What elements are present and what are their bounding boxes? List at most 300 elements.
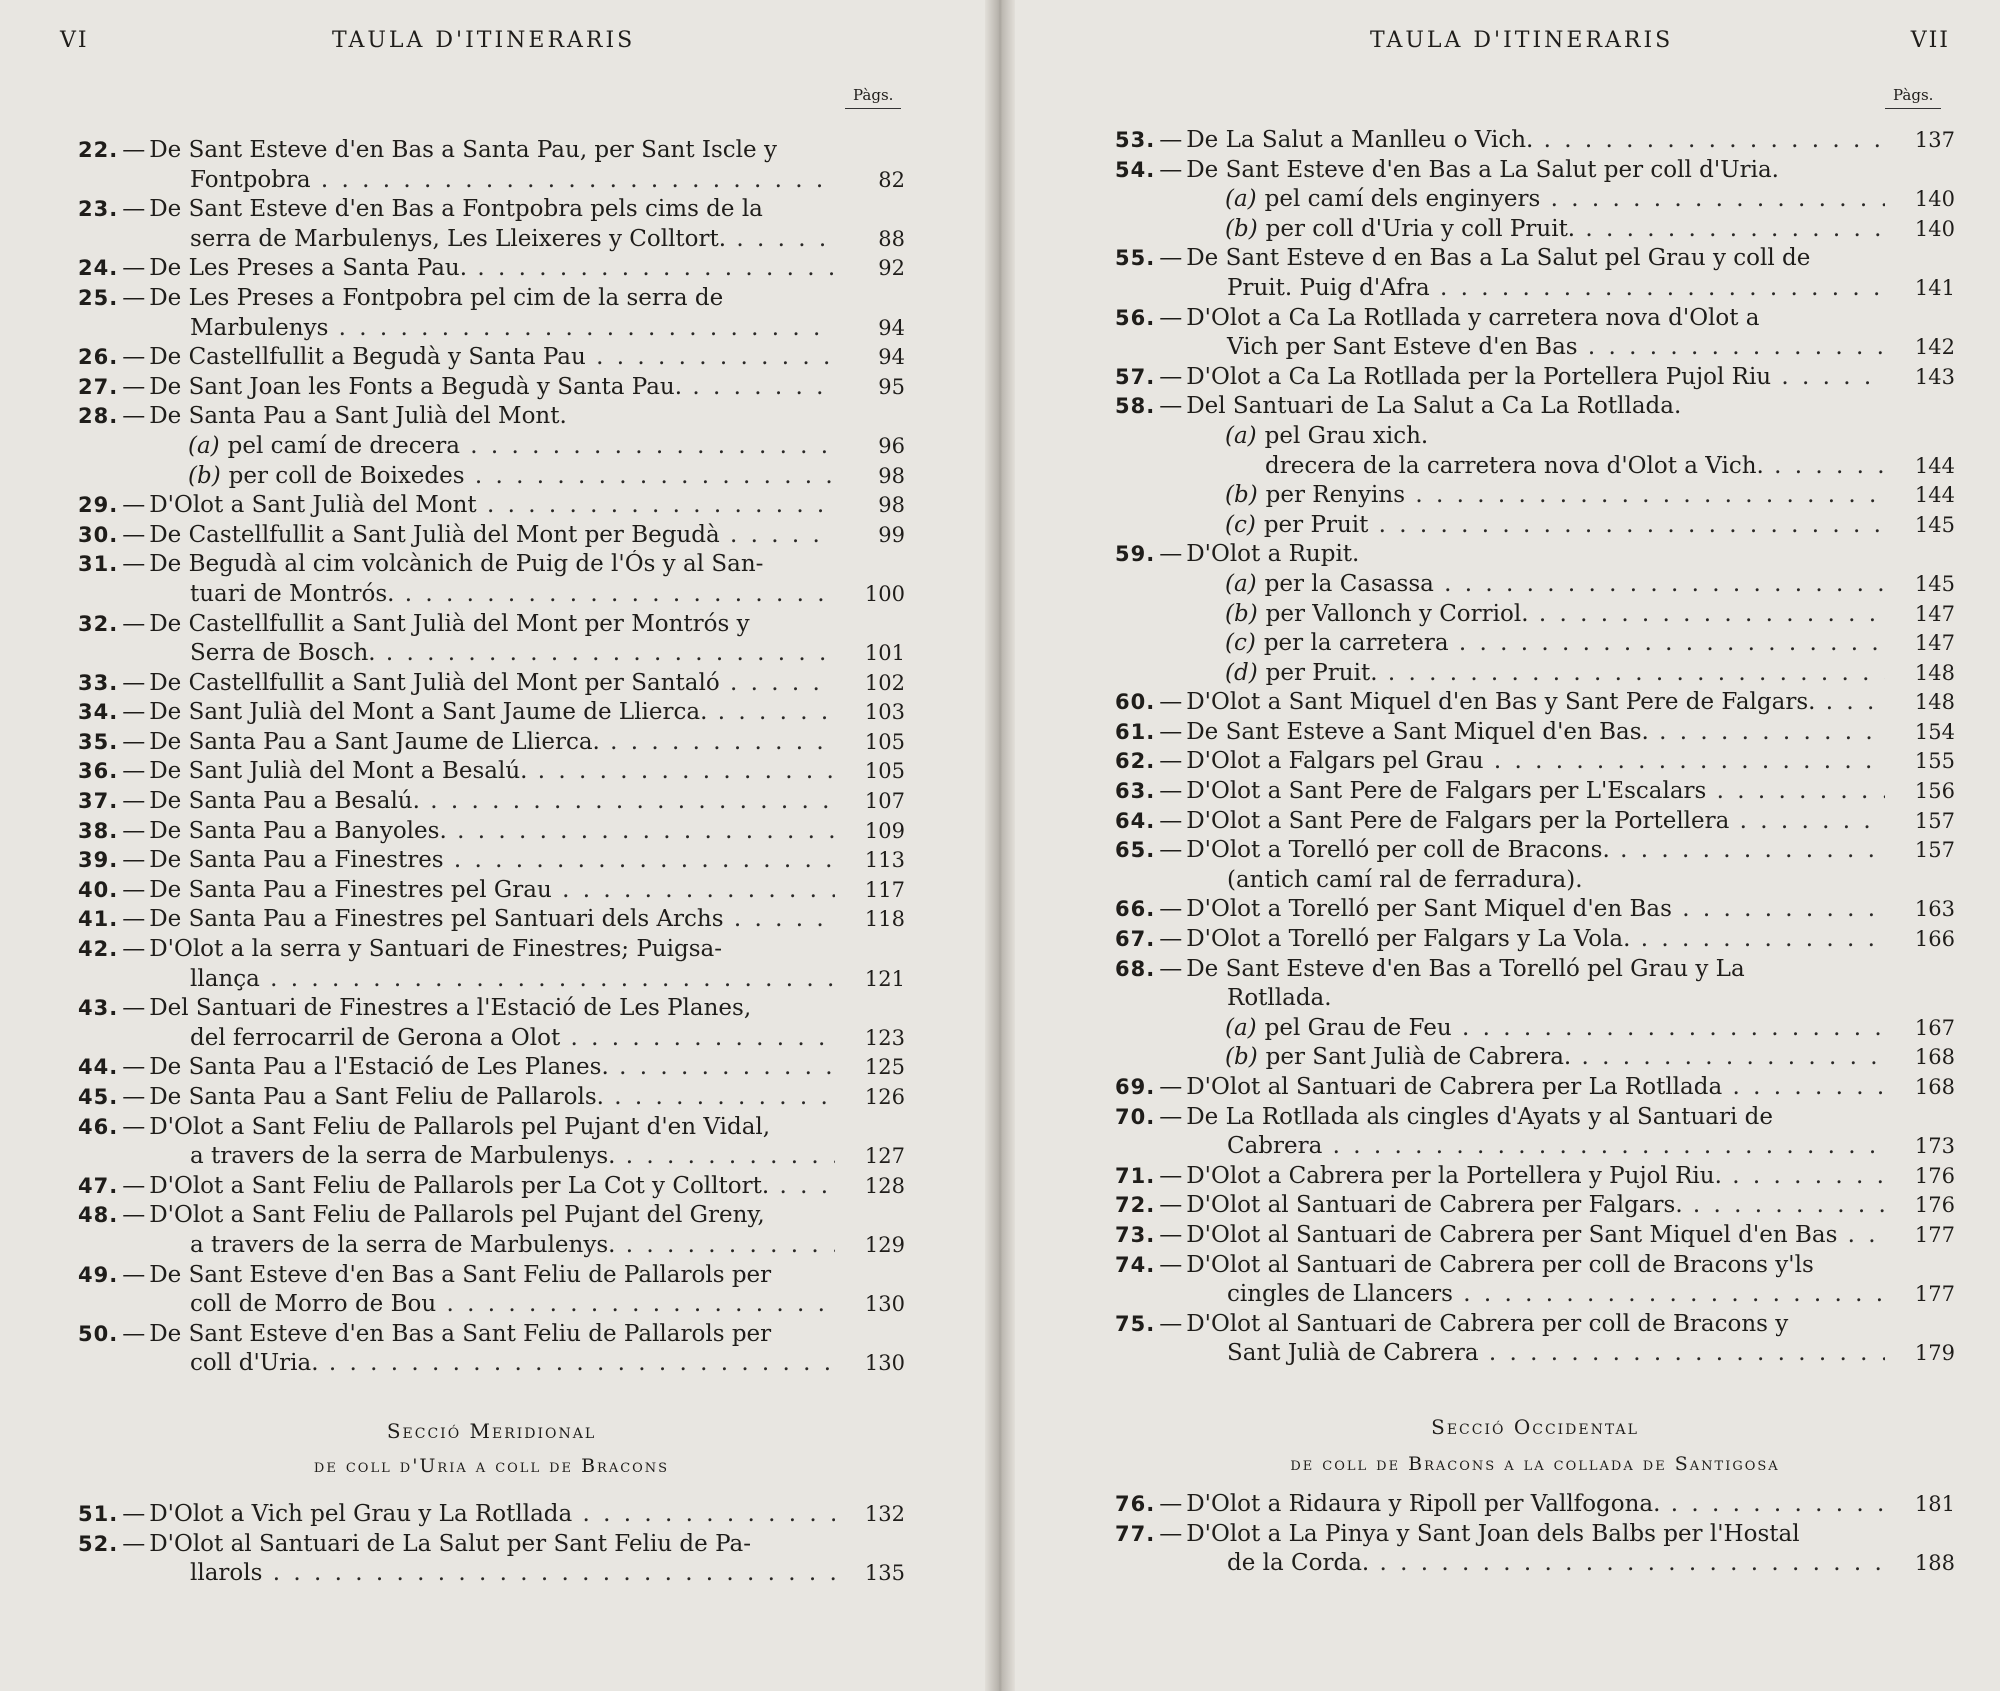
itinerary-title: D'Olot a La Pinya y Sant Joan dels Balbs per l'Hostal [1186, 1520, 1800, 1547]
toc-entry-line [78, 491, 905, 521]
page-number: 157 [1885, 807, 1955, 837]
entry-dash: — [122, 373, 146, 400]
subentry-letter: (b) [1225, 482, 1258, 509]
section-title: Secció Meridional [386, 1419, 597, 1443]
itinerary-number: 74. [1115, 1252, 1156, 1277]
itinerary-title: D'Olot a Torelló per Falgars y La Vola. [1186, 926, 1631, 953]
toc-entry [1115, 540, 1955, 688]
itinerary-number: 72. [1115, 1193, 1156, 1218]
toc-entry [1115, 895, 1955, 925]
itinerary-number: 63. [1115, 779, 1156, 804]
toc-entry-line [1115, 984, 1955, 1014]
itinerary-title: De Sant Esteve d'en Bas a Fontpobra pels cims de la [149, 196, 763, 223]
toc-entry [1115, 126, 1955, 156]
entry-dash: — [1159, 245, 1183, 272]
itinerary-title: D'Olot a la serra y Santuari de Finestres; Puigsa- [149, 936, 722, 963]
toc-entry [1115, 718, 1955, 748]
itinerary-title: Del Santuari de Finestres a l'Estació de Les Planes, [149, 995, 752, 1022]
page-number: 123 [835, 1024, 905, 1054]
itinerary-number: 30. [78, 522, 119, 547]
toc-entry [78, 1201, 905, 1260]
entry-dash: — [122, 1084, 146, 1110]
itinerary-title: De Sant Esteve d en Bas a La Salut pel Grau y coll de [1186, 245, 1811, 272]
running-head: TAULA D'ITINERARIS [332, 28, 636, 53]
itinerary-number: 65. [1115, 838, 1156, 863]
subentry-title: pel Grau de Feu [1264, 1014, 1452, 1041]
page-number: 148 [1885, 688, 1955, 718]
toc-subentry [1115, 629, 1955, 659]
toc-subentry [1115, 1043, 1955, 1073]
page-number: 130 [835, 1290, 905, 1320]
itinerary-title: D'Olot a Sant Julià del Mont [149, 492, 477, 519]
book-gutter [985, 0, 1015, 1691]
toc-entry [1115, 955, 1955, 1073]
itinerary-number: 27. [78, 374, 119, 399]
toc-entry [78, 343, 905, 373]
page-number: 144 [1885, 481, 1955, 511]
toc-entry-line [78, 284, 905, 314]
itinerary-number: 68. [1115, 956, 1156, 981]
itinerary-title: D'Olot a Ca La Rotllada per la Portellera Pujol Riu [1186, 363, 1772, 390]
itinerary-number: 66. [1115, 897, 1156, 922]
itinerary-number: 42. [78, 937, 119, 962]
toc-entry-line [1115, 747, 1955, 777]
toc-entry-line [78, 1559, 905, 1589]
page-number: 177 [1885, 1221, 1955, 1251]
toc-entry-line [78, 787, 905, 817]
toc-entry-line [1115, 777, 1955, 807]
itinerary-title: D'Olot al Santuari de Cabrera per La Rotllada [1186, 1074, 1723, 1100]
itinerary-title: D'Olot a Falgars pel Grau [1186, 748, 1484, 775]
toc-entry [78, 491, 905, 521]
itinerary-number: 71. [1115, 1163, 1156, 1188]
subentry-title: per coll de Boixedes [228, 462, 465, 489]
itinerary-number: 67. [1115, 927, 1156, 952]
entry-dash: — [1159, 1074, 1183, 1100]
itinerary-number: 29. [78, 493, 119, 518]
page-number: 82 [835, 166, 905, 196]
itinerary-number: 52. [78, 1531, 119, 1556]
page-number: 127 [835, 1142, 905, 1172]
itinerary-title: De Santa Pau a Besalú. [149, 788, 420, 815]
toc-subentry [1115, 215, 1955, 245]
page-number: 96 [835, 432, 905, 462]
itinerary-number: 40. [78, 877, 119, 902]
toc-entry [1115, 363, 1955, 393]
page-number: 145 [1885, 511, 1955, 541]
subentry-title: per coll d'Uria y coll Pruit. [1265, 215, 1576, 242]
toc-entry-line [78, 1053, 905, 1083]
toc-entry-line [1115, 392, 1955, 422]
toc-subentry [1115, 452, 1955, 482]
itinerary-title: De Castellfullit a Sant Julià del Mont per Montrós y [149, 610, 750, 637]
itinerary-number: 75. [1115, 1311, 1156, 1336]
entry-dash: — [122, 758, 146, 785]
page-number: 179 [1885, 1339, 1955, 1369]
entry-dash: — [1159, 1103, 1183, 1130]
toc-entry [78, 817, 905, 847]
subentry-letter: (a) [1225, 422, 1257, 449]
page-number: 166 [1885, 925, 1955, 955]
page-number: 117 [835, 876, 905, 906]
subentry-title: per Vallonch y Corriol. [1265, 600, 1529, 627]
page-number: 126 [835, 1083, 905, 1113]
toc-entry-line [78, 639, 905, 669]
page-number: 144 [1885, 452, 1955, 482]
subentry-title: per Sant Julià de Cabrera. [1265, 1044, 1572, 1071]
toc-entry [78, 876, 905, 906]
toc-subentry [78, 462, 905, 492]
itinerary-number: 26. [78, 345, 119, 370]
toc-entry-line [1115, 156, 1955, 186]
toc-entry [1115, 1103, 1955, 1162]
itinerary-number: 61. [1115, 719, 1156, 744]
page-number: 140 [1885, 185, 1955, 215]
toc-entry [78, 1172, 905, 1202]
itinerary-title: De Sant Esteve d'en Bas a Sant Feliu de Pallarols per [149, 1261, 772, 1288]
entry-dash: — [122, 1202, 146, 1229]
itinerary-number: 48. [78, 1203, 119, 1228]
itinerary-title: De Sant Julià del Mont a Besalú. [149, 758, 528, 785]
toc-entry-line [1115, 925, 1955, 955]
toc-list [1115, 126, 1955, 1369]
itinerary-number: 77. [1115, 1521, 1156, 1546]
itinerary-number: 23. [78, 197, 119, 222]
toc-entry-line [78, 994, 905, 1024]
toc-entry [78, 550, 905, 609]
itinerary-number: 56. [1115, 305, 1156, 330]
toc-entry-line [1115, 1549, 1955, 1579]
toc-entry [1115, 777, 1955, 807]
itinerary-title: Sant Julià de Cabrera [1227, 1340, 1479, 1367]
itinerary-title: Cabrera [1227, 1133, 1323, 1160]
toc-entry [78, 846, 905, 876]
page-number: 94 [835, 343, 905, 373]
page-number: 147 [1885, 629, 1955, 659]
subentry-title: per la Casassa [1264, 570, 1434, 597]
itinerary-number: 57. [1115, 364, 1156, 389]
toc-list-section [1115, 1490, 1955, 1579]
page-number: 113 [835, 846, 905, 876]
toc-entry [78, 1320, 905, 1379]
toc-subentry [1115, 185, 1955, 215]
toc-entry-line [78, 669, 905, 699]
toc-entry [78, 905, 905, 935]
subentry-letter: (b) [1225, 215, 1258, 242]
toc-entry-line [78, 1349, 905, 1379]
itinerary-title: Del Santuari de La Salut a Ca La Rotllada. [1186, 393, 1682, 420]
itinerary-number: 36. [78, 759, 119, 784]
itinerary-title: De Les Preses a Fontpobra pel cim de la serra de [149, 284, 724, 311]
toc-entry-line [78, 1113, 905, 1143]
toc-entry [1115, 925, 1955, 955]
entry-dash: — [122, 1530, 146, 1557]
page-number: 118 [835, 905, 905, 935]
page-number: 107 [835, 787, 905, 817]
itinerary-number: 55. [1115, 246, 1156, 271]
itinerary-number: 38. [78, 818, 119, 843]
toc-entry [1115, 1191, 1955, 1221]
itinerary-number: 54. [1115, 157, 1156, 182]
toc-entry-line [1115, 304, 1955, 334]
itinerary-number: 41. [78, 907, 119, 932]
itinerary-title: del ferrocarril de Gerona a Olot [190, 1024, 561, 1051]
entry-dash: — [1159, 778, 1183, 805]
itinerary-number: 31. [78, 552, 119, 577]
itinerary-title: De La Salut a Manlleu o Vich. [1186, 127, 1534, 153]
toc-entry-line [78, 402, 905, 432]
entry-dash: — [122, 788, 146, 815]
entry-dash: — [122, 817, 146, 844]
toc-entry-line [1115, 1339, 1955, 1369]
toc-entry-line [78, 846, 905, 876]
toc-entry-line [78, 965, 905, 995]
itinerary-title: D'Olot a Sant Feliu de Pallarols pel Pujant del Greny, [149, 1202, 765, 1229]
page-number: 147 [1885, 600, 1955, 630]
toc-subentry [1115, 422, 1955, 452]
itinerary-number: 25. [78, 285, 119, 310]
toc-entry-line [78, 1142, 905, 1172]
itinerary-title: a travers de la serra de Marbulenys. [190, 1231, 616, 1258]
itinerary-number: 62. [1115, 749, 1156, 774]
toc-entry [78, 728, 905, 758]
itinerary-number: 46. [78, 1114, 119, 1139]
itinerary-title: De Sant Esteve d'en Bas a La Salut per coll d'Uria. [1186, 156, 1779, 183]
toc-entry [78, 787, 905, 817]
itinerary-title: De Sant Esteve d'en Bas a Santa Pau, per Sant Iscle y [149, 137, 777, 163]
toc-entry-line [78, 580, 905, 610]
entry-dash: — [122, 137, 146, 163]
toc-entry-line [1115, 836, 1955, 866]
itinerary-title: Marbulenys [190, 314, 329, 341]
entry-dash: — [1159, 926, 1183, 953]
itinerary-number: 43. [78, 996, 119, 1021]
toc-entry-line [1115, 1103, 1955, 1133]
itinerary-title: D'Olot a Sant Feliu de Pallarols pel Pujant d'en Vidal, [149, 1113, 771, 1140]
entry-dash: — [122, 728, 146, 755]
itinerary-title: Serra de Bosch. [190, 640, 376, 667]
subentry-letter: (b) [1225, 1044, 1258, 1071]
entry-dash: — [1159, 304, 1183, 331]
itinerary-title: De Santa Pau a Sant Feliu de Pallarols. [149, 1084, 604, 1110]
toc-entry-line [1115, 1520, 1955, 1550]
toc-entry-line [1115, 274, 1955, 304]
page-number: 141 [1885, 274, 1955, 304]
page-number: 135 [835, 1559, 905, 1589]
page-number: 143 [1885, 363, 1955, 393]
page-number: 105 [835, 728, 905, 758]
toc-entry [1115, 392, 1955, 540]
entry-dash: — [122, 1054, 146, 1081]
toc-entry [78, 284, 905, 343]
subentry-title: per Pruit [1263, 511, 1369, 538]
toc-entry-line [1115, 688, 1955, 718]
entry-dash: — [122, 284, 146, 311]
itinerary-title: De La Rotllada als cingles d'Ayats y al Santuari de [1186, 1103, 1773, 1130]
itinerary-title: (antich camí ral de ferradura). [1227, 866, 1583, 893]
page-number: 92 [835, 254, 905, 284]
toc-entry-line [1115, 126, 1955, 156]
page-number: 177 [1885, 1280, 1955, 1310]
toc-subentry [1115, 481, 1955, 511]
toc-entry-line [1115, 955, 1955, 985]
entry-dash: — [122, 906, 146, 933]
entry-dash: — [1159, 955, 1183, 982]
toc-entry-line [1115, 807, 1955, 837]
toc-entry-line [1115, 1251, 1955, 1281]
pags-header: Pàgs. [1885, 86, 1941, 109]
itinerary-number: 28. [78, 404, 119, 429]
entry-dash: — [122, 1172, 146, 1199]
toc-entry [1115, 1520, 1955, 1579]
itinerary-title: De Sant Esteve d'en Bas a Torelló pel Grau y La [1186, 955, 1745, 982]
itinerary-title: tuari de Montrós. [190, 580, 395, 607]
itinerary-title: De Begudà al cim volcànich de Puig de l'Ós y al San- [149, 551, 764, 578]
itinerary-number: 22. [78, 138, 119, 162]
toc-entry-line [78, 373, 905, 403]
page-number: 176 [1885, 1191, 1955, 1221]
entry-dash: — [122, 344, 146, 371]
entry-dash: — [122, 1261, 146, 1288]
toc-entry [78, 1261, 905, 1320]
page-number: 130 [835, 1349, 905, 1379]
toc-entry [78, 1083, 905, 1113]
toc-entry [1115, 1310, 1955, 1369]
page-number: 129 [835, 1231, 905, 1261]
toc-subentry [1115, 600, 1955, 630]
itinerary-number: 60. [1115, 690, 1156, 715]
section-subtitle: de coll d'Uria a coll de Bracons [313, 1455, 670, 1477]
subentry-title: per Pruit. [1265, 659, 1378, 686]
page-number: 132 [835, 1500, 905, 1530]
toc-entry-line [78, 1201, 905, 1231]
entry-dash: — [122, 669, 146, 696]
itinerary-title: De Sant Julià del Mont a Sant Jaume de Llierca. [149, 699, 708, 726]
itinerary-title: De Castellfullit a Sant Julià del Mont per Begudà [149, 521, 720, 548]
itinerary-number: 33. [78, 670, 119, 695]
toc-entry-line [78, 254, 905, 284]
toc-entry [1115, 836, 1955, 895]
toc-entry [1115, 244, 1955, 303]
page-number: 145 [1885, 570, 1955, 600]
entry-dash: — [122, 403, 146, 430]
itinerary-title: D'Olot al Santuari de La Salut per Sant Feliu de Pa- [149, 1530, 751, 1557]
toc-entry-line [1115, 540, 1955, 570]
page-number: 98 [835, 491, 905, 521]
entry-dash: — [1159, 541, 1183, 568]
left-page [0, 0, 985, 1691]
entry-dash: — [1159, 393, 1183, 420]
toc-list-section [78, 1500, 905, 1589]
page-number: 101 [835, 639, 905, 669]
entry-dash: — [122, 995, 146, 1022]
toc-entry-line [78, 1261, 905, 1291]
toc-entry-line [78, 876, 905, 906]
itinerary-title: D'Olot a Torelló per Sant Miquel d'en Bas [1186, 896, 1672, 923]
toc-entry-line [1115, 363, 1955, 393]
subentry-letter: (b) [1225, 600, 1258, 627]
itinerary-title: llarols [190, 1560, 263, 1587]
entry-dash: — [122, 1501, 146, 1527]
entry-dash: — [1159, 896, 1183, 923]
pags-header: Pàgs. [845, 86, 901, 109]
itinerary-title: D'Olot al Santuari de Cabrera per Sant Miquel d'en Bas [1186, 1221, 1838, 1248]
itinerary-title: De Santa Pau a Finestres pel Santuari dels Archs [149, 906, 724, 933]
toc-entry-line [78, 521, 905, 551]
toc-entry-line [78, 728, 905, 758]
page-number: 188 [1885, 1549, 1955, 1579]
itinerary-number: 39. [78, 848, 119, 873]
page-number: 137 [1885, 126, 1955, 156]
toc-entry [78, 935, 905, 994]
toc-list [78, 136, 905, 1379]
page-number: 103 [835, 698, 905, 728]
subentry-title: pel Grau xich. [1264, 422, 1429, 449]
subentry-letter: (c) [1225, 630, 1256, 657]
toc-entry-line [78, 1083, 905, 1113]
entry-dash: — [1159, 1310, 1183, 1337]
toc-entry [1115, 688, 1955, 718]
page-number: 105 [835, 757, 905, 787]
toc-entry-line [78, 225, 905, 255]
toc-entry-line [78, 610, 905, 640]
entry-dash: — [122, 876, 146, 903]
page-number: 168 [1885, 1073, 1955, 1103]
toc-entry [78, 698, 905, 728]
subentry-letter: (a) [188, 432, 220, 459]
itinerary-title: De Santa Pau a Sant Julià del Mont. [149, 403, 567, 430]
itinerary-title: coll d'Uria. [190, 1350, 319, 1377]
toc-entry [78, 994, 905, 1053]
toc-entry [78, 1113, 905, 1172]
itinerary-number: 50. [78, 1321, 119, 1346]
itinerary-title: De Santa Pau a Finestres [149, 847, 444, 874]
itinerary-title: D'Olot al Santuari de Cabrera per coll de Bracons y [1186, 1310, 1789, 1337]
itinerary-title: D'Olot al Santuari de Cabrera per Falgars. [1186, 1192, 1683, 1219]
entry-dash: — [1159, 718, 1183, 745]
entry-dash: — [122, 551, 146, 578]
entry-dash: — [122, 521, 146, 548]
toc-entry [78, 757, 905, 787]
page-number: 181 [1885, 1490, 1955, 1520]
subentry-letter: (a) [1225, 186, 1257, 213]
itinerary-title: llança [190, 965, 260, 992]
right-page [1015, 0, 2000, 1691]
itinerary-title: D'Olot al Santuari de Cabrera per coll de Bracons y'ls [1186, 1251, 1814, 1278]
toc-entry [1115, 156, 1955, 245]
toc-entry [1115, 1490, 1955, 1520]
toc-entry [78, 610, 905, 669]
page-number: 173 [1885, 1132, 1955, 1162]
page-number: 98 [835, 462, 905, 492]
toc-subentry [1115, 659, 1955, 689]
subentry-letter: (a) [1225, 1014, 1257, 1041]
itinerary-title: D'Olot a Sant Miquel d'en Bas y Sant Pere de Falgars. [1186, 689, 1816, 716]
itinerary-title: D'Olot a Torelló per coll de Bracons. [1186, 837, 1610, 864]
itinerary-title: De Sant Esteve d'en Bas a Sant Feliu de Pallarols per [149, 1320, 772, 1347]
toc-entry-line [1115, 1490, 1955, 1520]
entry-dash: — [122, 610, 146, 637]
itinerary-title: D'Olot a Rupit. [1186, 541, 1360, 568]
toc-entry-line [78, 1231, 905, 1261]
subentry-letter: (b) [188, 462, 221, 489]
running-head: TAULA D'ITINERARIS [1370, 28, 1674, 53]
toc-entry-line [1115, 1073, 1955, 1103]
page-number: 99 [835, 521, 905, 551]
itinerary-number: 73. [1115, 1222, 1156, 1247]
itinerary-title: De Sant Joan les Fonts a Begudà y Santa Pau. [149, 373, 683, 400]
itinerary-number: 47. [78, 1173, 119, 1198]
